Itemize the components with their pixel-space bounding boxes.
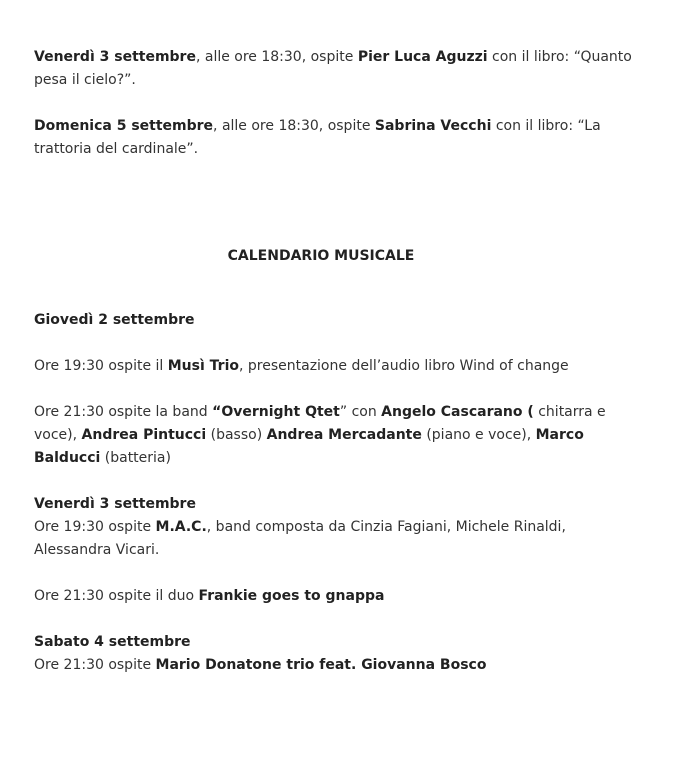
thursday-event-2: Ore 21:30 ospite la band “Overnight Qtet” con Angelo Cascarano ( chitarra e voce), Andrea Pintucci (basso) Andrea Mercadante (piano e voce), Marco Balducci (batteria) [34,404,606,466]
article-body [34,46,634,677]
friday-event-1: Ore 19:30 ospite M.A.C., band composta da Cinzia Fagiani, Michele Rinaldi, Alessandra Vicari. [34,519,566,558]
saturday-heading: Sabato 4 settembre [34,634,191,650]
event-day: Venerdì 3 settembre [34,49,196,65]
book-event-2: Domenica 5 settembre, alle ore 18:30, ospite Sabrina Vecchi con il libro: “La trattoria del cardinale”. [34,118,601,157]
saturday-event-1: Ore 21:30 ospite Mario Donatone trio feat. Giovanna Bosco [34,657,487,673]
guest-name: Pier Luca Aguzzi [357,49,488,65]
book-event-1: Venerdì 3 settembre, alle ore 18:30, ospite Pier Luca Aguzzi con il libro: “Quanto pesa il cielo?”. [34,49,632,88]
music-calendar-heading: CALENDARIO MUSICALE [227,248,415,264]
event-day: Domenica 5 settembre [34,118,214,134]
friday-event-2: Ore 21:30 ospite il duo Frankie goes to gnappa [34,588,385,604]
guest-name: Sabrina Vecchi [374,118,492,134]
thursday-heading: Giovedì 2 settembre [34,312,195,328]
thursday-event-1: Ore 19:30 ospite il Musì Trio, presentazione dell’audio libro Wind of change [34,358,569,374]
friday-heading: Venerdì 3 settembre [34,496,196,512]
